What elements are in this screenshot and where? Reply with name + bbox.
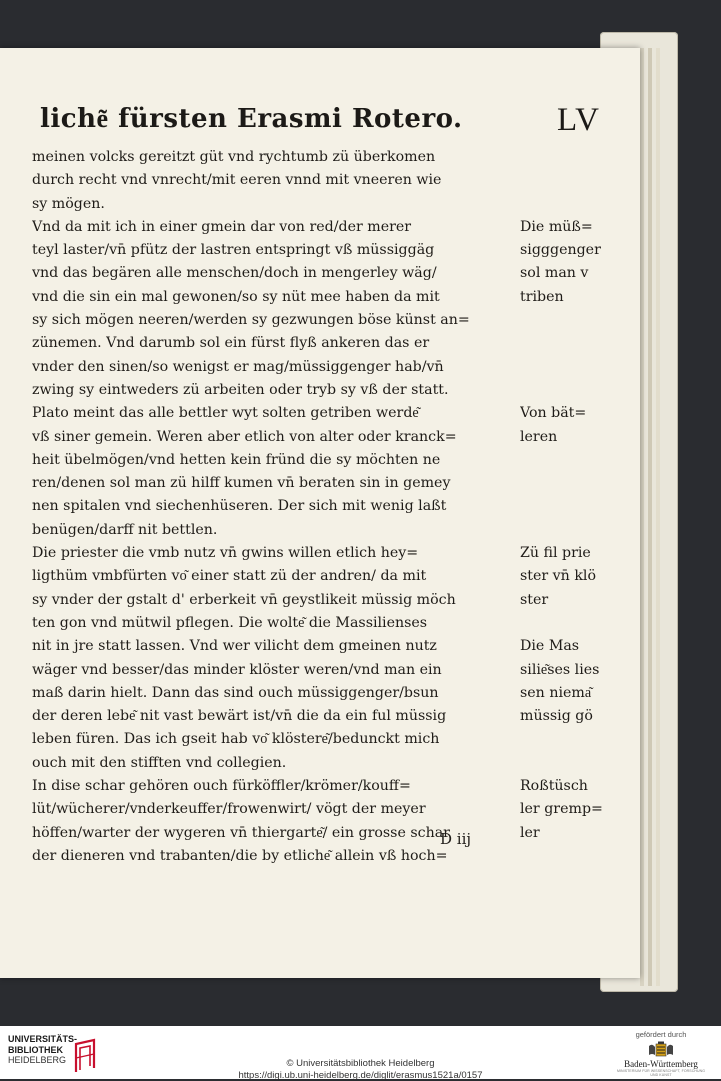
margin-note [520, 635, 620, 728]
margin-note-line: ster [520, 591, 549, 608]
text-line: höffen/warter der wygeren vn̄ thiergarte͂/ ein grosse schar [32, 824, 450, 841]
text-line: heit übelmögen/vnd hetten kein fründ die sy möchten ne [32, 451, 441, 468]
margin-note-line: sigggenger [520, 242, 601, 259]
text-line: zünemen. Vnd darumb sol ein fürst flyß ankeren das er [32, 335, 430, 352]
margin-note-line: Zü fil prie [520, 545, 591, 562]
page-edge [640, 48, 644, 986]
signature-mark: D iij [440, 830, 472, 848]
library-name-line3: HEIDELBERG [8, 1055, 67, 1065]
text-line: Vnd da mit ich in einer gmein dar von red/der merer [32, 218, 412, 235]
text-line: vß siner gemein. Weren aber etlich von alter oder kranck= [32, 428, 457, 445]
state-crest-icon [647, 1041, 675, 1059]
text-line: ten gon vnd mütwil pflegen. Die wolte͂ die Massilienses [32, 614, 428, 631]
text-line: sy sich mögen neeren/werden sy gezwungen böse künst an= [32, 312, 470, 329]
text-line: leben füren. Das ich gseit hab vo͂ klöstere͂/bedunckt mich [32, 731, 440, 748]
margin-note-line: triben [520, 288, 564, 305]
margin-note-line: Die Mas [520, 638, 580, 655]
text-line: maß darin hielt. Dann das sind ouch müssiggenger/bsun [32, 684, 439, 701]
margin-note [520, 775, 620, 845]
copyright-notice: © Universitätsbibliothek Heidelberg [286, 1058, 435, 1069]
sponsor-label: gefördert durch [635, 1030, 687, 1039]
margin-note-line: sol man v [520, 265, 589, 282]
sponsor-ministry: MINISTERIUM FÜR WISSENSCHAFT, FORSCHUNG UND KUNST [616, 1069, 706, 1077]
text-line: In dise schar gehören ouch fürköffler/krömer/kouff= [32, 778, 411, 795]
text-line: sy mögen. [32, 195, 105, 212]
text-line: Plato meint das alle bettler wyt solten getriben werde͂ [32, 405, 419, 422]
text-line: durch recht vnd vnrecht/mit eeren vnnd mit vneeren wie [32, 172, 442, 189]
library-name-line1: UNIVERSITÄTS- [8, 1034, 78, 1044]
sponsor-name: Baden-Württemberg [624, 1059, 698, 1069]
sponsor-block [613, 1030, 709, 1077]
margin-note-line: silie͂ses lies [520, 661, 600, 678]
margin-note [520, 402, 620, 449]
permalink-url[interactable]: https://digi.ub.uni-heidelberg.de/diglit/erasmus1521a/0157 [238, 1070, 483, 1081]
text-line: vnder den sinen/so wenigst er mag/müssiggenger hab/vn̄ [32, 358, 444, 375]
text-line: vnd das begären alle menschen/doch in mengerley wäg/ [32, 265, 437, 282]
text-line: ouch mit den stifften vnd collegien. [32, 754, 287, 771]
page-edge [648, 48, 652, 986]
margin-note [520, 542, 620, 612]
text-line: wäger vnd besser/das minder klöster weren/vnd man ein [32, 661, 442, 678]
text-line: der dieneren vnd trabanten/die by etliche͂ allein vß hoch= [32, 847, 448, 864]
page-header [40, 102, 600, 142]
page-edge [656, 48, 660, 986]
text-line: benügen/darff nit bettlen. [32, 521, 218, 538]
margin-note-line: Die müß= [520, 218, 593, 235]
margin-note-line: Von bät= [520, 405, 587, 422]
text-line: nit in jre statt lassen. Vnd wer vilicht dem gmeinen nutz [32, 638, 437, 655]
text-line: Die priester die vmb nutz vn̄ gwins willen etlich hey= [32, 545, 419, 562]
margin-note-line: sen niema͂ [520, 684, 592, 701]
margin-note-line: ler [520, 824, 540, 841]
margin-note-line: leren [520, 428, 558, 445]
library-name-line2: BIBLIOTHEK [8, 1044, 63, 1055]
text-line: lüt/wücherer/vnderkeuffer/frowenwirt/ vögt der meyer [32, 801, 426, 818]
margin-note-line: Roßtüsch [520, 778, 588, 795]
viewer-footer [0, 1026, 721, 1079]
body-text [32, 146, 518, 868]
text-line: teyl laster/vn̄ pfütz der lastren entspringt vß müssiggäg [32, 242, 435, 259]
text-line: nen spitalen vnd siechenhüseren. Der sich mit wenig laßt [32, 498, 447, 515]
text-line: sy vnder der gstalt d' erberkeit vn̄ geystlikeit müssig möch [32, 591, 456, 608]
folio-number: LV [557, 102, 600, 138]
text-line: der deren lebe͂ nit vast bewärt ist/vn̄ die da ein ful müssig [32, 708, 447, 725]
running-title: liche͂ fürsten Erasmi Rotero. [40, 104, 463, 134]
margin-note-line: müssig gö [520, 708, 593, 725]
text-line: ligthüm vmbfürten vo͂ einer statt zü der andren/ da mit [32, 568, 427, 585]
margin-note [520, 216, 620, 309]
margin-note-line: ster vn̄ klö [520, 568, 597, 585]
text-line: meinen volcks gereitzt güt vnd rychtumb zü überkomen [32, 149, 436, 165]
text-line: zwing sy eintweders zü arbeiten oder tryb sy vß der statt. [32, 381, 449, 398]
margin-note-line: ler gremp= [520, 801, 603, 818]
text-line: vnd die sin ein mal gewonen/so sy nüt mee haben da mit [32, 288, 440, 305]
text-line: ren/denen sol man zü hilff kumen vn̄ beraten sin in gemey [32, 475, 451, 492]
